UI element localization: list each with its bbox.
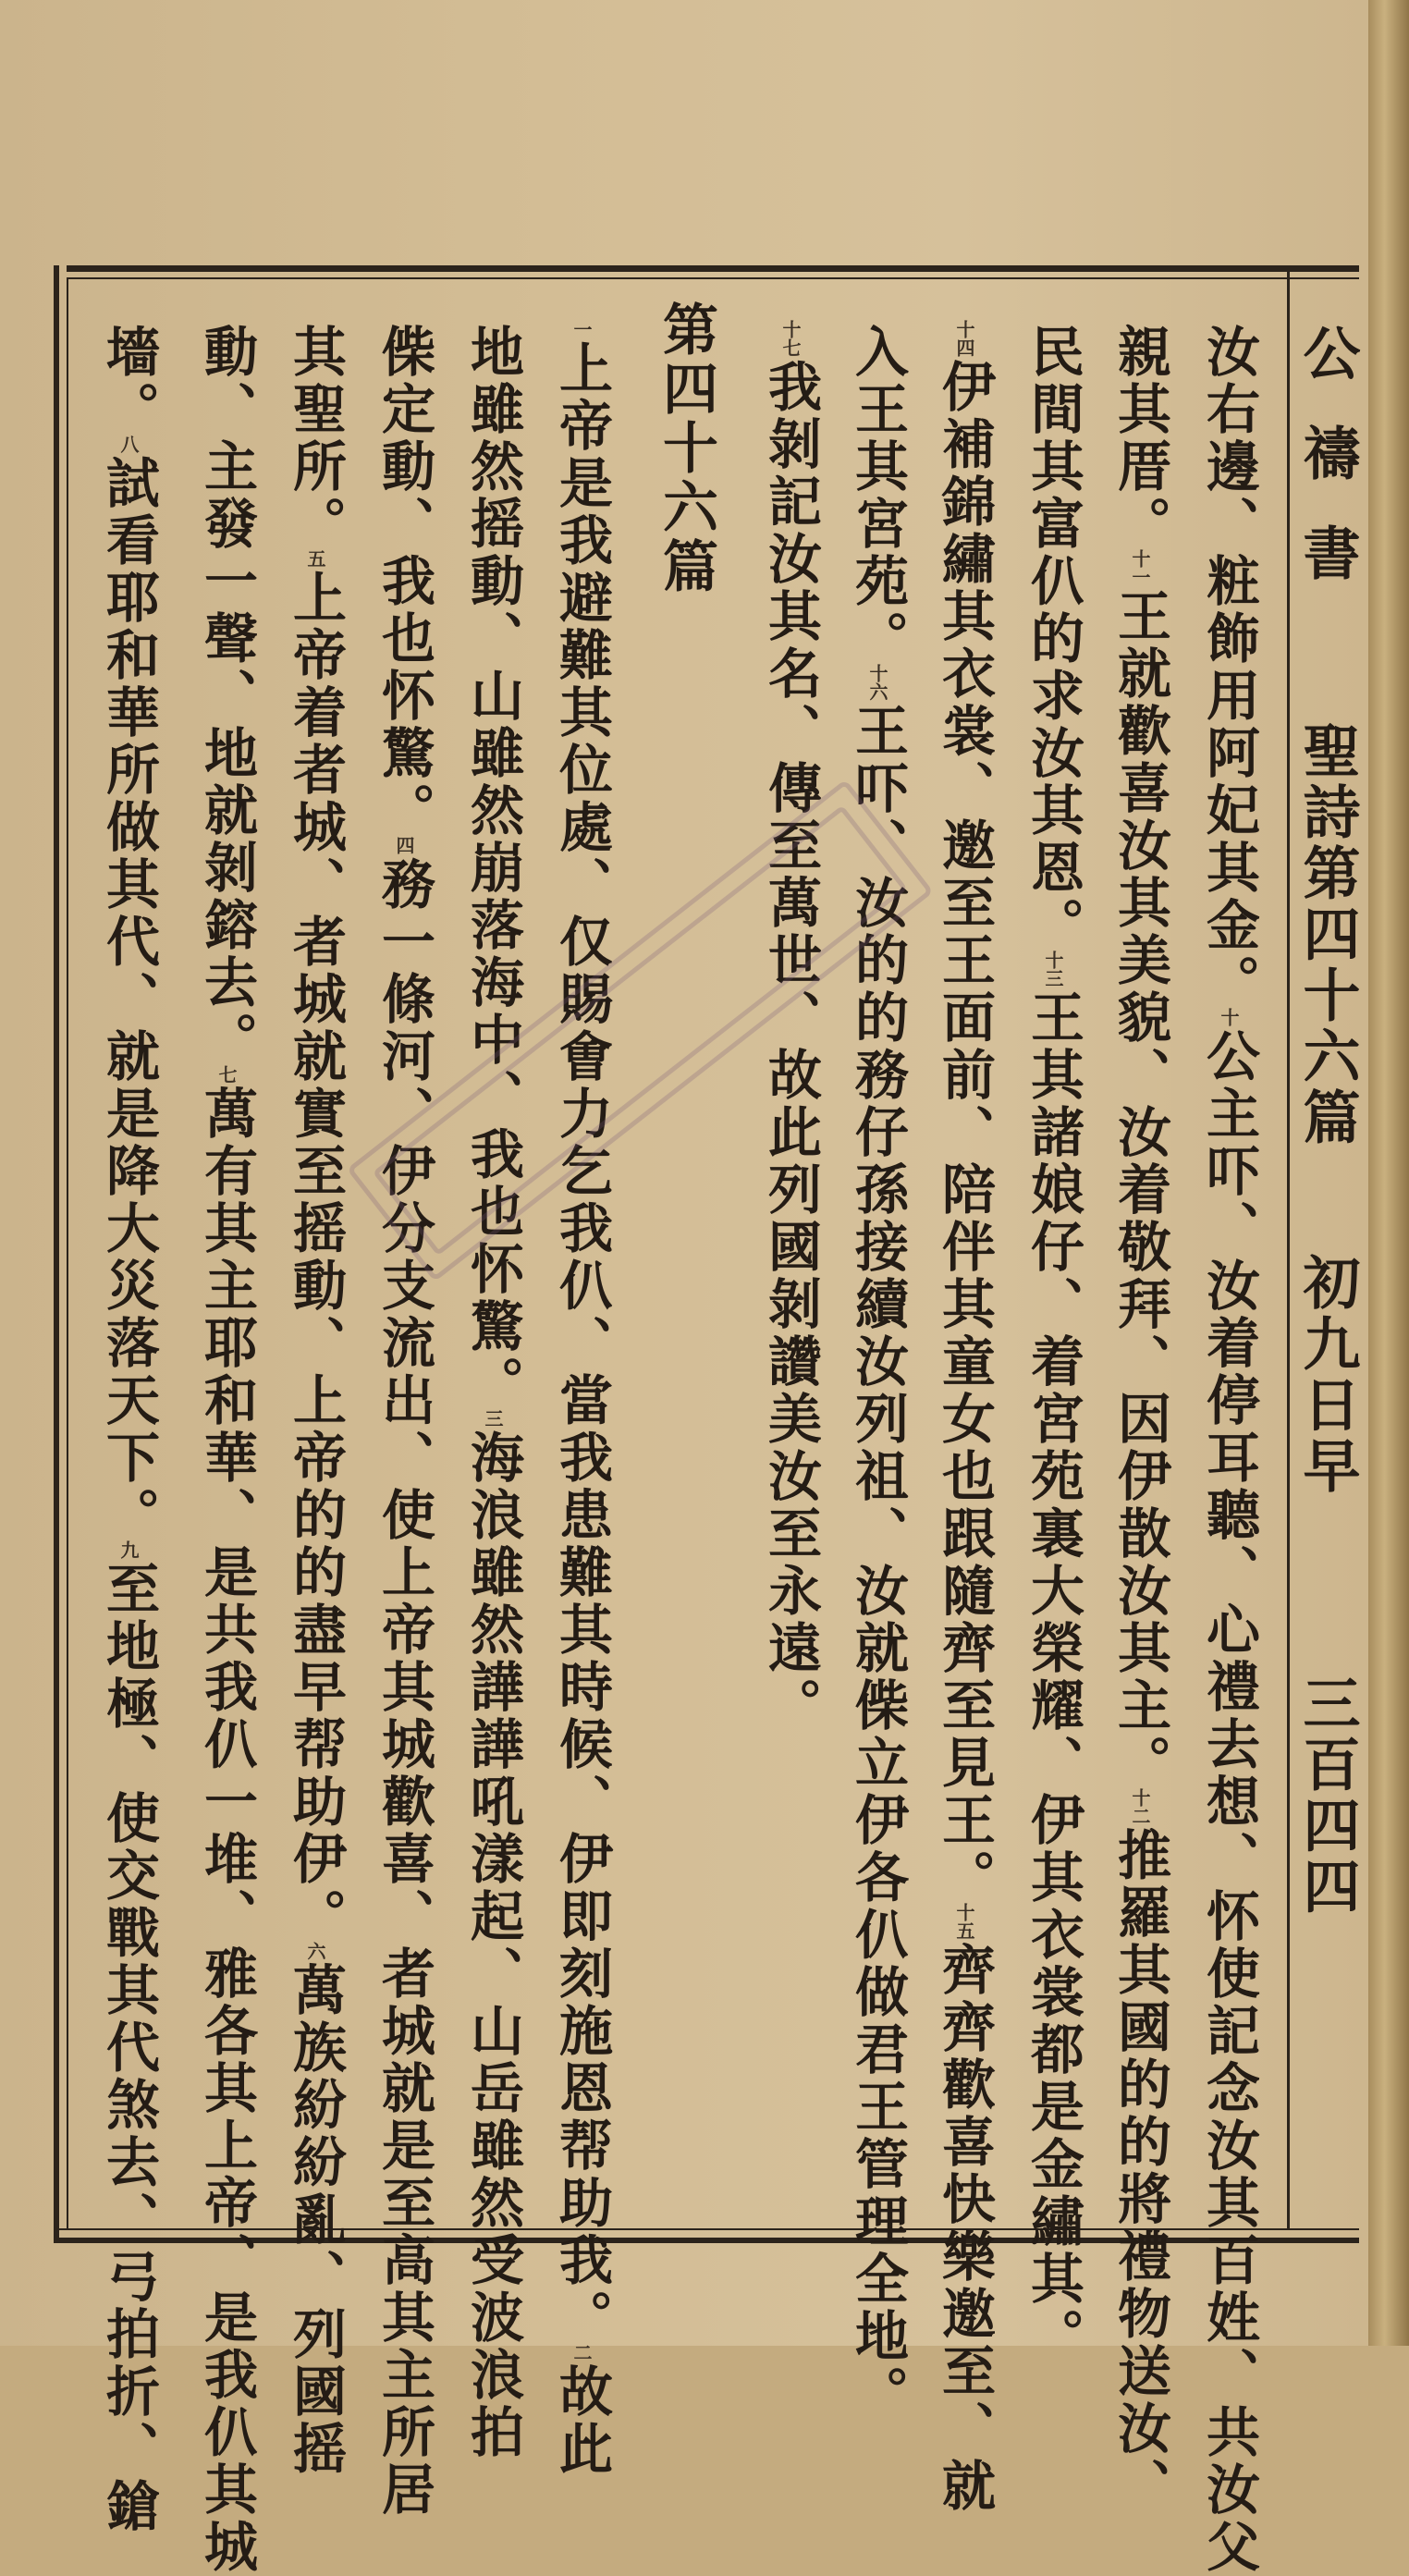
verse-text: 上帝是我避難其位處、仅賜㑹力乞我仈、當我患難其時候、伊即刻施恩帮助我。 — [550, 340, 613, 2347]
verse-number: 七 — [215, 1065, 238, 1084]
verse-number: 十一 — [1129, 549, 1151, 586]
header-divider-rule — [1287, 272, 1290, 2230]
verse-text: 伊補錦繡其衣裳、邀至王面前、陪伴其童女也跟隨齊至見王。 — [933, 359, 996, 1907]
verse-text: 親其厝。 — [1109, 324, 1171, 553]
verse-text: 王其諸娘仔、着宮苑裏大榮耀、伊其衣裳都是金繡其。 — [1022, 989, 1084, 2365]
left-border-rule — [54, 265, 59, 2243]
verse-text: 萬有其主耶和華、是共我仈一堆、雅各其上帝、是我仈其城 — [195, 1086, 258, 2576]
verse-text: 第四十六篇 — [654, 301, 718, 596]
verse-number: 一 — [570, 320, 593, 338]
verse-text: 偨定動、我也怀驚。 — [373, 324, 435, 840]
verse-text: 其聖所。 — [284, 324, 347, 553]
text-column — [1022, 324, 1084, 2365]
verse-number: 六 — [304, 1942, 326, 1960]
verse-text: 推羅其國的的將禮物送汝、 — [1109, 1827, 1171, 2515]
verse-text: 萬族紛紛亂、列國摇 — [284, 1962, 347, 2478]
text-column — [759, 320, 822, 1735]
verse-number: 二 — [570, 2343, 593, 2361]
left-border-rule-inner — [67, 277, 68, 2230]
verse-number: 十三 — [1042, 951, 1064, 987]
text-column — [933, 320, 996, 2515]
verse-text: 汝右邊、粧飾用阿妃其金。 — [1197, 324, 1260, 1012]
text-column — [461, 324, 524, 2461]
service-label: 初九日早 — [1293, 1253, 1361, 1497]
top-border-rule-inner — [67, 277, 1359, 279]
section-title: 聖詩第四十六篇 — [1293, 721, 1361, 1148]
verse-number: 十五 — [953, 1903, 975, 1940]
verse-text: 齊齊歡喜快樂邀至、就 — [933, 1942, 996, 2515]
verse-number: 四 — [393, 836, 415, 854]
page-number: 三百四四 — [1293, 1674, 1361, 1918]
verse-text: 故此 — [550, 2363, 613, 2478]
book-title: 公禱書 — [1293, 324, 1361, 623]
verse-text: 民間其富仈的求汝其恩。 — [1022, 324, 1084, 954]
verse-text: 海浪雖然譁譁吼漾起、山岳雖然受波浪拍 — [461, 1429, 524, 2461]
verse-number: 十 — [1218, 1008, 1240, 1026]
psalm-title — [654, 301, 718, 596]
text-column — [1109, 324, 1171, 2515]
verse-text: 王吓、汝的的務仔孫接續汝列祖、汝就偨立伊各仈做君王管理全地。 — [846, 703, 909, 2423]
verse-text: 公主吓、汝着停耳聽、心禮去想、怀使記念汝其百姓、共汝父 — [1197, 1028, 1260, 2576]
book-spine — [1368, 0, 1409, 2346]
text-column — [1197, 324, 1260, 2576]
verse-text: 至地極、使交戰其代煞去、弓拍折、鎗 — [97, 1561, 160, 2535]
verse-text: 動、主發一聲、地就剝鎔去。 — [195, 324, 258, 1069]
text-column — [97, 324, 160, 2535]
verse-text: 墻。 — [97, 324, 160, 438]
top-border-rule — [67, 265, 1359, 272]
verse-number: 十四 — [953, 320, 975, 357]
text-column — [550, 320, 613, 2478]
verse-number: 十七 — [779, 320, 802, 357]
verse-text: 我剝記汝其名、傳至萬世、故此列國剝讚美汝至永遠。 — [759, 359, 822, 1735]
verse-text: 地雖然摇動、山雖然崩落海中、我也怀驚。 — [461, 324, 524, 1413]
verse-number: 九 — [117, 1540, 140, 1559]
verse-text: 王就歡喜汝其美貌、汝着敬拜、因伊㪚汝其主。 — [1109, 588, 1171, 1792]
verse-number: 十六 — [866, 664, 888, 701]
verse-text: 上帝着者城、者城就實至摇動、上帝的的盡早帮助伊。 — [284, 570, 347, 1945]
verse-number: 十二 — [1129, 1788, 1151, 1825]
verse-text: 試看耶和華所做其代、就是降大災落天下。 — [97, 455, 160, 1544]
verse-number: 三 — [482, 1409, 504, 1428]
text-column — [373, 324, 435, 2519]
verse-text: 入王其宮苑。 — [846, 324, 909, 668]
verse-number: 八 — [117, 435, 140, 453]
verse-number: 五 — [304, 549, 326, 568]
text-column — [195, 324, 258, 2576]
text-column — [284, 324, 347, 2478]
text-column — [846, 324, 909, 2423]
verse-text: 務一條河、伊分支流出、使上帝其城歡喜、者城就是至高其主所居 — [373, 856, 435, 2519]
